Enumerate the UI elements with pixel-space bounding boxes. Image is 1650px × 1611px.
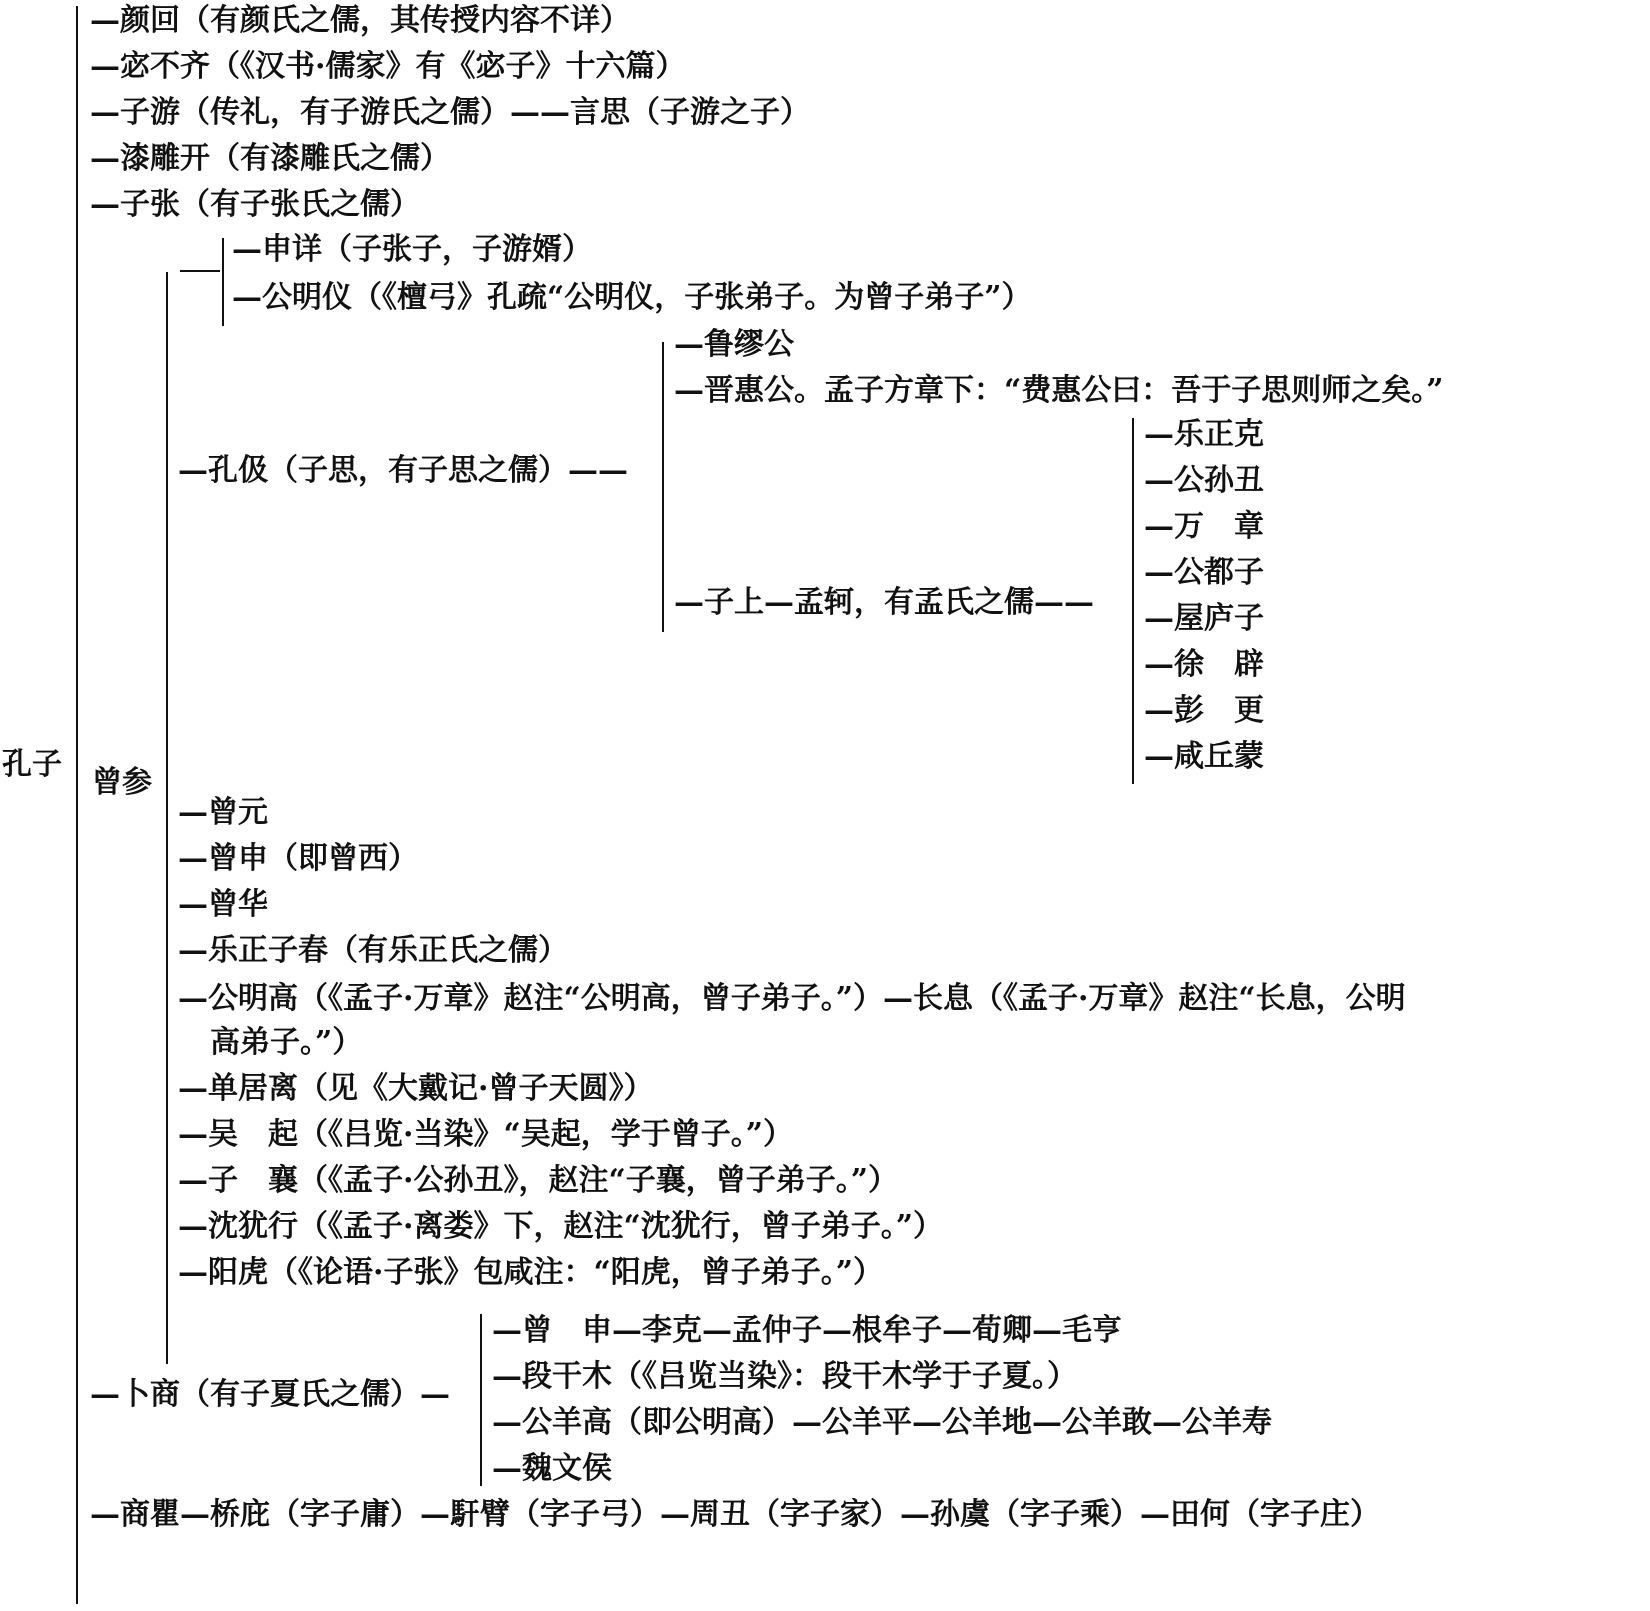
disciple-fubuqi: —宓不齐（《汉书·儒家》有《宓子》十六篇）	[90, 49, 686, 84]
zizhang-connector	[180, 270, 220, 272]
student-zenghua: —曾华	[178, 887, 268, 922]
lineage-gongyang: —公羊高（即公明高）—公羊平—公羊地—公羊敢—公羊寿	[492, 1405, 1272, 1440]
node-mengke: —子上—孟轲，有孟氏之儒——	[674, 585, 1094, 620]
student-wuqi: —吴 起（《吕览·当染》“吴起，学于曾子。”）	[178, 1117, 793, 1152]
student-gongduzi: —公都子	[1144, 555, 1264, 590]
student-gongminggao-cont: 高弟子。”）	[210, 1025, 363, 1060]
student-duanganmu: —段干木（《吕览当染》：段干木学于子夏。）	[492, 1359, 1077, 1394]
lineage-zengshen-maoheng: —曾 申—李克—孟仲子—根牟子—荀卿—毛亨	[492, 1313, 1122, 1348]
student-gongminggao: —公明高（《孟子·万章》赵注“公明高，曾子弟子。”）—长息（《孟子·万章》赵注“长息，公明	[178, 981, 1406, 1016]
zixia-bracket	[480, 1314, 482, 1486]
student-shenxiang: —申详（子张子，子游婿）	[232, 232, 592, 267]
node-zengshen: 曾参	[92, 765, 152, 800]
student-yanghu: —阳虎（《论语·子张》包咸注：“阳虎，曾子弟子。”）	[178, 1255, 883, 1290]
student-jinhuigong: —晋惠公。孟子方章下：“费惠公曰：吾于子思则师之矣。”	[674, 373, 1444, 408]
student-zengshen-xi: —曾申（即曾西）	[178, 841, 418, 876]
root-node: 孔子	[2, 747, 62, 782]
node-kongji: —孔伋（子思，有子思之儒）——	[178, 453, 628, 488]
node-bushang: —卜商（有子夏氏之儒）—	[90, 1377, 450, 1412]
mencius-bracket	[1132, 418, 1134, 784]
student-zengyuan: —曾元	[178, 795, 268, 830]
student-gongmingyi: —公明仪（《檀弓》孔疏“公明仪，子张弟子。为曾子弟子”）	[232, 280, 1032, 315]
disciple-zizhang: —子张（有子张氏之儒）	[90, 187, 420, 222]
zizhang-bracket	[222, 238, 224, 326]
student-penggeng: —彭 更	[1144, 693, 1264, 728]
student-weiwenhou: —魏文侯	[492, 1451, 612, 1486]
student-lumugong: —鲁缪公	[674, 327, 794, 362]
zengshen-bracket	[166, 272, 168, 1364]
student-shanjuli: —单居离（见《大戴记·曾子天圆》）	[178, 1071, 654, 1106]
student-zixiang: —子 襄（《孟子·公孙丑》，赵注“子襄，曾子弟子。”）	[178, 1163, 898, 1198]
root-bracket	[76, 6, 78, 1604]
student-shenyouxing: —沈犹行（《孟子·离娄》下，赵注“沈犹行，曾子弟子。”）	[178, 1209, 943, 1244]
student-yuezhengke: —乐正克	[1144, 417, 1264, 452]
disciple-qidiaokai: —漆雕开（有漆雕氏之儒）	[90, 141, 450, 176]
student-xupi: —徐 辟	[1144, 647, 1264, 682]
student-wuluzi: —屋庐子	[1144, 601, 1264, 636]
disciple-yanhui: —颜回（有颜氏之儒，其传授内容不详）	[90, 3, 630, 38]
student-wanzhang: —万 章	[1144, 509, 1264, 544]
student-xianqiumeng: —咸丘蒙	[1144, 739, 1264, 774]
student-yuezhengzichun: —乐正子春（有乐正氏之儒）	[178, 933, 568, 968]
student-gongsunchou: —公孙丑	[1144, 463, 1264, 498]
disciple-ziyou: —子游（传礼，有子游氏之儒）——言思（子游之子）	[90, 95, 810, 130]
zisi-bracket	[662, 342, 664, 632]
lineage-shangqu: —商瞿—桥庇（字子庸）—馯臂（字子弓）—周丑（字子家）—孙虞（字子乘）—田何（字子庄）	[90, 1497, 1380, 1532]
